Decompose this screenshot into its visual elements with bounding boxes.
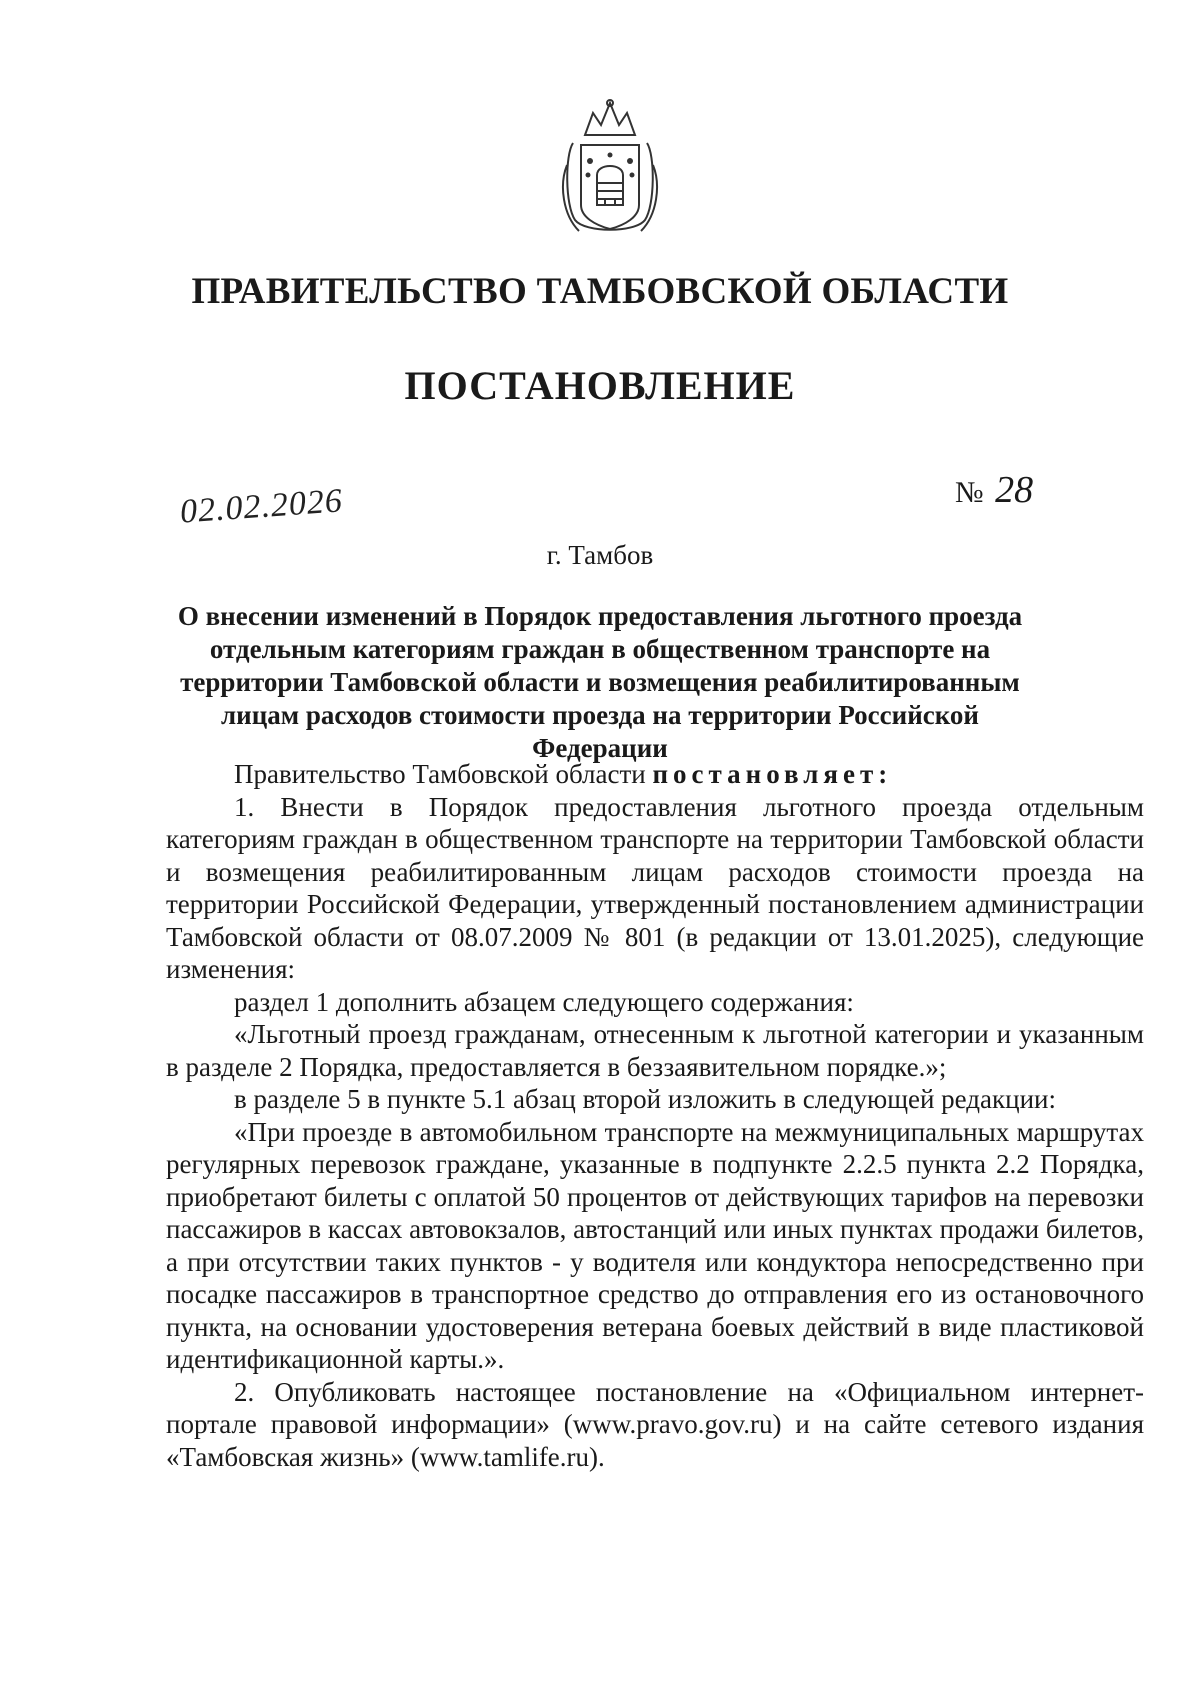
paragraph-2: раздел 1 дополнить абзацем следующего содержания: (234, 986, 854, 1017)
paragraph-6: 2. Опубликовать настоящее постановление на «Официальном интернет-портале правовой информации» (www.pravo.gov.ru) и на сайте сетевого издания «Тамбовская жизнь» (www.tamlife.ru). (166, 1376, 1144, 1472)
document-type: ПОСТАНОВЛЕНИЕ (404, 363, 796, 408)
preamble-text: Правительство Тамбовской области (234, 759, 646, 789)
document-date: 02.02.2026 (178, 482, 345, 531)
preamble (166, 758, 1144, 791)
paragraph-1: 1. Внести в Порядок предоставления льготного проезда отдельным категориям граждан в общественном транспорте на территории Тамбовской области и возмещения реабилитированным лицам расходов стоимости проезда на территории Российской Федерации, утвержденный постановлением администрации Тамбовской области от 08.07.2009 № 801 (в редакции от 13.01.2025), следующие изменения: (166, 791, 1144, 984)
number-prefix: № (955, 476, 984, 509)
tambov-coat-of-arms-icon (555, 95, 665, 245)
paragraph-4: в разделе 5 в пункте 5.1 абзац второй изложить в следующей редакции: (234, 1084, 1056, 1114)
organization-name: ПРАВИТЕЛЬСТВО ТАМБОВСКОЙ ОБЛАСТИ (191, 271, 1009, 312)
document-subject: О внесении изменений в Порядок предоставления льготного проезда отдельным категориям граждан в общественном транспорте на территории Тамбовской области и возмещения реабилитированным лицам расходов стоимости проезда на территории Российской Федерации (177, 601, 1023, 763)
preamble-verb: постановляет: (652, 759, 893, 789)
document-number (955, 468, 1033, 512)
city: г. Тамбов (546, 540, 654, 570)
paragraph-5: «При проезде в автомобильном транспорте на межмуниципальных маршрутах регулярных перевозок граждане, указанные в подпункте 2.2.5 пункта 2.2 Порядка, приобретают билеты с оплатой 50 процентов от действующих тарифов на перевозки пассажиров в кассах автовокзалов, автостанций или иных пунктах продажи билетов, а при отсутствии таких пунктов - у водителя или кондуктора непосредственно при посадке пассажиров в транспортное средство до отправления его из остановочного пункта, на основании удостоверения ветерана боевых действий в виде пластиковой идентификационной карты.». (166, 1116, 1144, 1374)
number-value: 28 (995, 469, 1034, 511)
paragraph-3: «Льготный проезд гражданам, отнесенным к льготной категории и указанным в разделе 2 Порядка, предоставляется в беззаявительном порядке.»; (166, 1019, 1144, 1082)
document-body (166, 758, 1144, 1473)
